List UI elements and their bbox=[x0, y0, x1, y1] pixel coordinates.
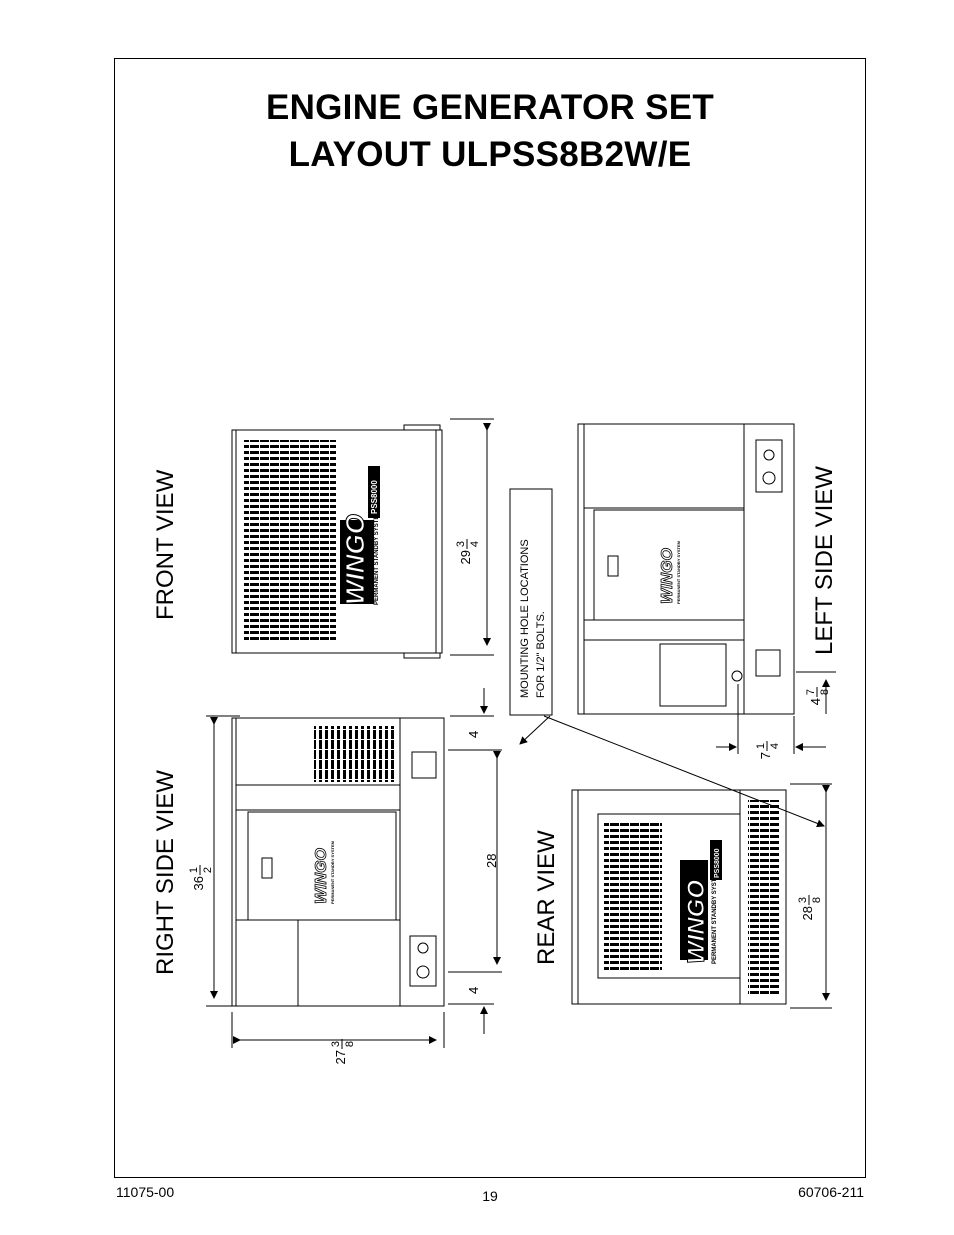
right-view-latch bbox=[262, 858, 272, 878]
right-view-logo-subtitle: PERMANENT STANDBY SYSTEM bbox=[330, 841, 335, 904]
front-view-top-rail bbox=[404, 425, 440, 430]
dim-rear-height bbox=[797, 895, 823, 920]
dim-whole: 4 bbox=[808, 698, 823, 706]
left-view-access-panel bbox=[660, 644, 726, 706]
dim-numerator: 3 bbox=[455, 540, 467, 548]
dim-denominator: 4 bbox=[469, 540, 481, 548]
footer-left: 11075-00 bbox=[116, 1184, 175, 1200]
dim-whole: 29 bbox=[458, 550, 473, 565]
title-line-1: ENGINE GENERATOR SET bbox=[265, 88, 715, 127]
front-view-badge-text: PSS8000 bbox=[370, 480, 379, 514]
dim-right-width bbox=[330, 1039, 356, 1064]
right-view-louvers bbox=[314, 726, 396, 782]
front-view bbox=[232, 425, 442, 658]
callout-line-1: MOUNTING HOLE LOCATIONS bbox=[519, 539, 531, 698]
dim-numerator: 1 bbox=[755, 742, 767, 750]
dim-front-height bbox=[455, 539, 481, 564]
rear-view bbox=[572, 790, 786, 1004]
front-view-label: FRONT VIEW bbox=[152, 469, 179, 620]
rear-view-badge-text: PSS8000 bbox=[714, 848, 721, 878]
dim-whole: 27 bbox=[333, 1050, 348, 1065]
left-view-housing bbox=[578, 424, 794, 714]
right-view-vent bbox=[412, 752, 436, 778]
rear-view-side-louvers bbox=[748, 800, 780, 996]
dim-mount-top: 4 bbox=[466, 730, 481, 738]
dim-right-height bbox=[188, 865, 214, 890]
dim-numerator: 7 bbox=[805, 688, 817, 696]
rear-view-logo: WINGO bbox=[683, 880, 710, 964]
dim-numerator: 3 bbox=[330, 1040, 342, 1048]
dim-denominator: 8 bbox=[344, 1040, 356, 1048]
left-side-view-label: LEFT SIDE VIEW bbox=[811, 466, 838, 655]
dim-numerator: 3 bbox=[797, 896, 809, 904]
right-view-knob-icon bbox=[418, 943, 428, 953]
dim-denominator: 2 bbox=[202, 866, 214, 874]
front-view-logo: WINGO bbox=[340, 514, 370, 605]
rear-view-logo-subtitle: PERMANENT STANDBY SYSTEM bbox=[712, 869, 718, 964]
left-view-knob-icon bbox=[763, 472, 775, 484]
right-view-logo: WINGO bbox=[313, 848, 330, 904]
dim-denominator: 8 bbox=[811, 896, 823, 904]
dim-denominator: 8 bbox=[819, 688, 831, 696]
callout-line-2: FOR 1/2" BOLTS. bbox=[535, 611, 547, 698]
rear-view-louvers bbox=[604, 820, 662, 970]
right-side-view bbox=[232, 718, 444, 1006]
dim-left-offset-a bbox=[805, 687, 831, 705]
left-view-knob-icon bbox=[764, 450, 774, 460]
dim-mount-bottom: 4 bbox=[466, 986, 481, 994]
dim-whole: 28 bbox=[800, 906, 815, 921]
dim-whole: 36 bbox=[191, 876, 206, 891]
front-view-logo-subtitle: PERMANENT STANDBY SYSTEM bbox=[374, 510, 380, 605]
right-view-knob-icon bbox=[417, 966, 429, 978]
dim-mount-span: 28 bbox=[484, 853, 499, 868]
front-view-bottom-rail bbox=[404, 653, 440, 658]
footer-right: 60706-211 bbox=[798, 1184, 864, 1200]
page-number: 19 bbox=[482, 1188, 498, 1204]
right-side-view-label: RIGHT SIDE VIEW bbox=[152, 770, 179, 975]
left-view-logo-subtitle: PERMANENT STANDBY SYSTEM bbox=[676, 541, 681, 604]
rear-view-label: REAR VIEW bbox=[533, 830, 560, 965]
left-side-view bbox=[578, 424, 794, 714]
front-view-louvers bbox=[244, 440, 336, 640]
left-view-vent bbox=[756, 650, 780, 676]
dim-left-offset-b bbox=[755, 741, 781, 759]
dim-numerator: 1 bbox=[188, 866, 200, 874]
left-view-latch bbox=[608, 556, 618, 576]
dim-whole: 7 bbox=[758, 752, 773, 760]
title-line-2: LAYOUT ULPSS8B2W/E bbox=[288, 135, 692, 174]
left-view-mounting-hole-icon bbox=[732, 671, 742, 681]
left-view-logo: WINGO bbox=[659, 548, 676, 604]
dim-denominator: 4 bbox=[769, 742, 781, 750]
